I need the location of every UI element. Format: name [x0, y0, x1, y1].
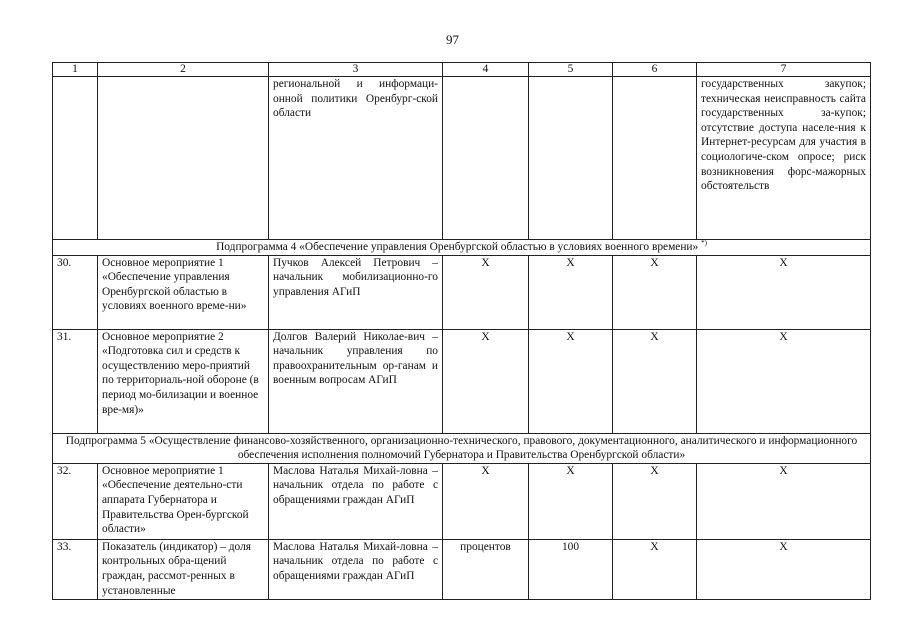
risk-cell: государственных закупок; техническая неисправность сайта государственных за-купок; отсутствие доступа населе-ния к Интернет-ресурсам для участия в социологиче-ском опросе; риск возникновения форс-мажорных обстоятельств: [697, 77, 871, 240]
column-number: 1: [53, 63, 98, 77]
measure-cell: Основное мероприятие 1 «Обеспечение управления Оренбургской областью в условиях военного време-ни»: [98, 255, 269, 329]
value-cell: 100: [529, 539, 613, 599]
value-cell: Х: [529, 463, 613, 539]
table-row: [53, 463, 871, 539]
measure-cell: Основное мероприятие 1 «Обеспечение деятельно-сти аппарата Губернатора и Правительства Орен-бургской области»: [98, 463, 269, 539]
table-row: [53, 539, 871, 599]
column-number: 4: [443, 63, 529, 77]
table-row: [53, 255, 871, 329]
subprogram-heading-row: [53, 240, 871, 256]
responsible-cell: Пучков Алексей Петрович – начальник мобилизационно-го управления АГиП: [269, 255, 443, 329]
page-number: 97: [446, 32, 459, 47]
responsible-cell: региональной и информаци-онной политики Оренбург-ской области: [269, 77, 443, 240]
value-cell: Х: [613, 539, 697, 599]
row-number: 33.: [53, 539, 98, 599]
value-cell: Х: [613, 255, 697, 329]
column-number: 5: [529, 63, 613, 77]
row-number: 30.: [53, 255, 98, 329]
row-number: 32.: [53, 463, 98, 539]
value-cell: Х: [613, 329, 697, 433]
column-number: 7: [697, 63, 871, 77]
measure-cell: Основное мероприятие 2 «Подготовка сил и средств к осуществлению меро-приятий по территориаль-ной обороне (в период мо-билизации и военное вре-мя)»: [98, 329, 269, 433]
value-cell: Х: [529, 329, 613, 433]
table-row: [53, 329, 871, 433]
responsible-cell: Долгов Валерий Николае-вич – начальник управления по правоохранительным ор-ганам и военным вопросам АГиП: [269, 329, 443, 433]
footnote-mark: *): [701, 239, 707, 248]
value-cell: Х: [443, 255, 529, 329]
measures-table: [52, 62, 871, 600]
column-number-row: [53, 63, 871, 77]
value-cell: Х: [697, 329, 871, 433]
value-cell: Х: [613, 463, 697, 539]
responsible-cell: Маслова Наталья Михай-ловна – начальник отдела по работе с обращениями граждан АГиП: [269, 463, 443, 539]
measure-cell: Показатель (индикатор) – доля контрольных обра-щений граждан, рассмот-ренных в установленные: [98, 539, 269, 599]
value-cell: Х: [697, 539, 871, 599]
value-cell: Х: [697, 255, 871, 329]
column-number: 2: [98, 63, 269, 77]
value-cell: Х: [443, 463, 529, 539]
column-number: 6: [613, 63, 697, 77]
responsible-cell: Маслова Наталья Михай-ловна – начальник отдела по работе с обращениями граждан АГиП: [269, 539, 443, 599]
subprogram-heading: Подпрограмма 5 «Осуществление финансово-хозяйственного, организационно-технического, правового, документационного, аналитического и информационного обеспечения исполнения полномочий Губернатора и Правительства Оренбургской области»: [53, 433, 871, 463]
table-row: [53, 77, 871, 240]
value-cell: Х: [697, 463, 871, 539]
column-number: 3: [269, 63, 443, 77]
value-cell: процентов: [443, 539, 529, 599]
subprogram-heading: Подпрограмма 4 «Обеспечение управления Оренбургской областью в условиях военного времени» *): [53, 240, 871, 256]
value-cell: Х: [443, 329, 529, 433]
value-cell: Х: [529, 255, 613, 329]
subprogram-heading-row: [53, 433, 871, 463]
row-number: 31.: [53, 329, 98, 433]
